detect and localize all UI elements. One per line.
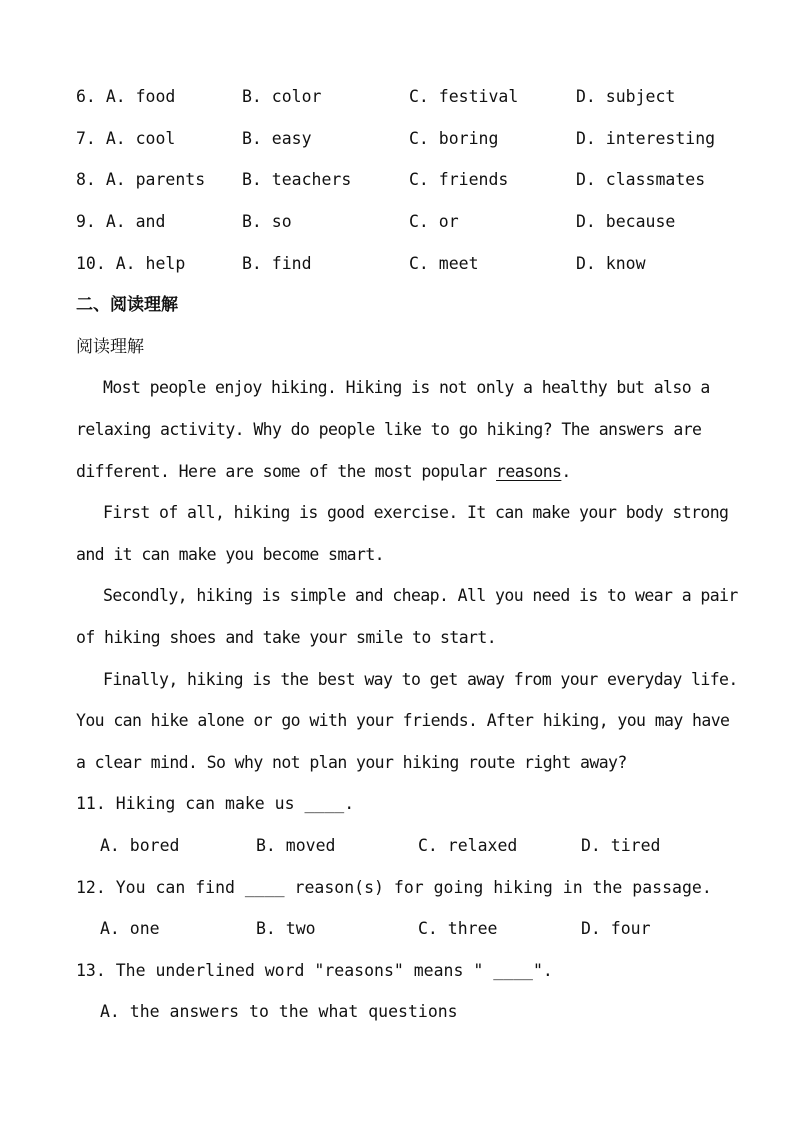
question-number: 7. xyxy=(76,129,96,148)
underlined-word-reasons: reasons xyxy=(496,462,562,481)
option-d: D. interesting xyxy=(576,129,716,148)
passage-line: Most people enjoy hiking. Hiking is not only a healthy but also a xyxy=(103,378,710,397)
question-13-options xyxy=(0,998,794,1026)
option-c: C. festival xyxy=(409,87,519,106)
option-b: B. color xyxy=(242,87,322,106)
option-c: C. three xyxy=(418,919,498,938)
cloze-row-9 xyxy=(0,208,794,236)
passage-text: . xyxy=(561,462,571,481)
option-a: A. the answers to the what questions xyxy=(100,1002,458,1021)
option-d: D. because xyxy=(576,212,676,231)
question-number: 10. xyxy=(76,254,106,273)
option-a: A. bored xyxy=(100,836,180,855)
option-a-text: A. cool xyxy=(105,129,176,148)
option-a-text: A. and xyxy=(105,212,166,231)
question-number: 9. xyxy=(76,212,96,231)
cloze-row-6 xyxy=(0,83,794,111)
passage-line: Secondly, hiking is simple and cheap. All you need is to wear a pair xyxy=(103,586,738,605)
option-a-text: A. parents xyxy=(105,170,206,189)
passage-line xyxy=(76,458,740,486)
passage-line: a clear mind. So why not plan your hiking route right away? xyxy=(76,753,627,772)
option-a: A. one xyxy=(100,919,160,938)
question-12 xyxy=(0,874,794,902)
option-a xyxy=(76,83,175,111)
option-d: D. four xyxy=(581,919,651,938)
option-c: C. relaxed xyxy=(418,836,518,855)
option-a xyxy=(76,250,185,278)
option-b: B. two xyxy=(256,919,316,938)
option-a-text: A. food xyxy=(105,87,176,106)
section-title: 二、阅读理解 xyxy=(76,295,178,315)
question-stem: 12. You can find ____ reason(s) for going hiking in the passage. xyxy=(76,878,712,897)
option-b: B. easy xyxy=(242,129,312,148)
option-c: C. meet xyxy=(409,254,479,273)
question-stem: 11. Hiking can make us ____. xyxy=(76,794,355,813)
question-11 xyxy=(0,790,794,818)
option-c: C. boring xyxy=(409,129,499,148)
cloze-row-8 xyxy=(0,166,794,194)
cloze-row-7 xyxy=(0,125,794,153)
option-b: B. find xyxy=(242,254,312,273)
option-c: C. friends xyxy=(409,170,509,189)
passage-line: Finally, hiking is the best way to get away from your everyday life. xyxy=(103,670,738,689)
passage-line: of hiking shoes and take your smile to start. xyxy=(76,628,497,647)
option-a-text: A. help xyxy=(115,254,186,273)
question-12-options xyxy=(0,915,794,943)
option-a xyxy=(76,125,175,153)
option-d: D. subject xyxy=(576,87,676,106)
question-number: 6. xyxy=(76,87,96,106)
question-13 xyxy=(0,957,794,985)
option-b: B. moved xyxy=(256,836,336,855)
option-a xyxy=(76,208,165,236)
option-d: D. tired xyxy=(581,836,661,855)
passage-line: You can hike alone or go with your friends. After hiking, you may have xyxy=(76,711,730,730)
option-b: B. so xyxy=(242,212,292,231)
option-d: D. classmates xyxy=(576,170,706,189)
option-b: B. teachers xyxy=(242,170,352,189)
passage-text: different. Here are some of the most popular xyxy=(76,462,497,481)
cloze-row-10 xyxy=(0,250,794,278)
option-d: D. know xyxy=(576,254,646,273)
option-a xyxy=(76,166,205,194)
passage-line: relaxing activity. Why do people like to go hiking? The answers are xyxy=(76,420,702,439)
passage-line: and it can make you become smart. xyxy=(76,545,385,564)
section-subtitle: 阅读理解 xyxy=(76,337,144,357)
passage-line: First of all, hiking is good exercise. It can make your body strong xyxy=(103,503,729,522)
question-number: 8. xyxy=(76,170,96,189)
question-11-options xyxy=(0,832,794,860)
question-stem: 13. The underlined word "reasons" means " ____". xyxy=(76,961,553,980)
option-c: C. or xyxy=(409,212,459,231)
